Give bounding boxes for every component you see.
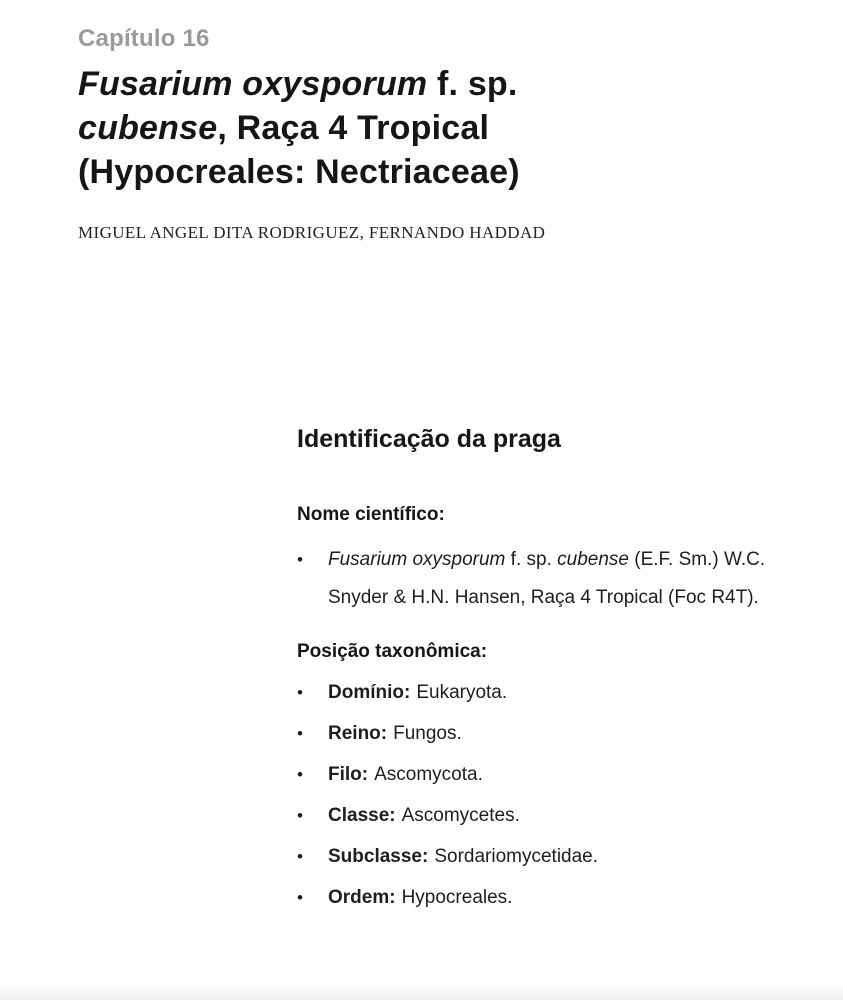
scientific-name-text: Fusarium oxysporum f. sp. cubense (E.F. Sm.) W.C. Snyder & H.N. Hansen, Raça 4 Tropical (Foc R4T).	[328, 549, 766, 608]
taxonomy-item-text	[328, 763, 483, 787]
title-line-3: (Hypocreales: Nectriaceae)	[78, 153, 520, 191]
taxonomy-item-text	[328, 886, 512, 910]
taxonomy-item-text	[328, 804, 520, 828]
scientific-name-heading: Nome científico:	[297, 504, 445, 525]
taxonomy-item-text	[328, 681, 507, 705]
title-line-1: Fusarium oxysporum f. sp.	[78, 65, 518, 103]
scientific-name-item	[297, 541, 793, 617]
bullet-icon: •	[297, 847, 303, 866]
taxonomy-list	[297, 681, 793, 910]
page-bottom-edge	[0, 983, 843, 1000]
taxonomy-item-label: Ordem:	[328, 887, 396, 908]
bullet-icon: •	[297, 806, 303, 825]
taxonomy-item-value: Hypocreales.	[401, 887, 513, 908]
section-heading: Identificação da praga	[297, 425, 561, 453]
taxonomy-item-ordem	[297, 886, 793, 910]
taxonomy-item-classe	[297, 804, 793, 828]
taxonomy-item-label: Classe:	[328, 805, 396, 826]
bullet-icon: •	[297, 550, 303, 569]
page-title	[78, 62, 778, 194]
chapter-label: Capítulo 16	[78, 25, 210, 52]
taxonomy-heading: Posição taxonômica:	[297, 641, 488, 662]
authors-line: MIGUEL ANGEL DITA RODRIGUEZ, FERNANDO HADDAD	[78, 223, 546, 242]
taxonomy-item-value: Fungos.	[393, 723, 462, 744]
chapter-header	[78, 24, 778, 244]
taxonomy-item-subclasse	[297, 845, 793, 869]
taxonomy-item-filo	[297, 763, 793, 787]
taxonomy-item-dominio	[297, 681, 793, 705]
bullet-icon: •	[297, 765, 303, 784]
taxonomy-item-label: Reino:	[328, 723, 388, 744]
taxonomy-item-label: Domínio:	[328, 682, 411, 703]
taxonomy-item-label: Subclasse:	[328, 846, 429, 867]
bullet-icon: •	[297, 683, 303, 702]
identification-section	[297, 424, 793, 927]
taxonomy-item-value: Ascomycota.	[374, 764, 483, 785]
bullet-icon: •	[297, 888, 303, 907]
taxonomy-item-label: Filo:	[328, 764, 369, 785]
taxonomy-item-text	[328, 845, 598, 869]
taxonomy-item-value: Ascomycetes.	[401, 805, 520, 826]
title-line-2: cubense, Raça 4 Tropical	[78, 109, 490, 147]
taxonomy-item-value: Sordariomycetidae.	[434, 846, 599, 867]
taxonomy-item-value: Eukaryota.	[416, 682, 508, 703]
taxonomy-item-reino	[297, 722, 793, 746]
bullet-icon: •	[297, 724, 303, 743]
taxonomy-item-text	[328, 722, 462, 746]
